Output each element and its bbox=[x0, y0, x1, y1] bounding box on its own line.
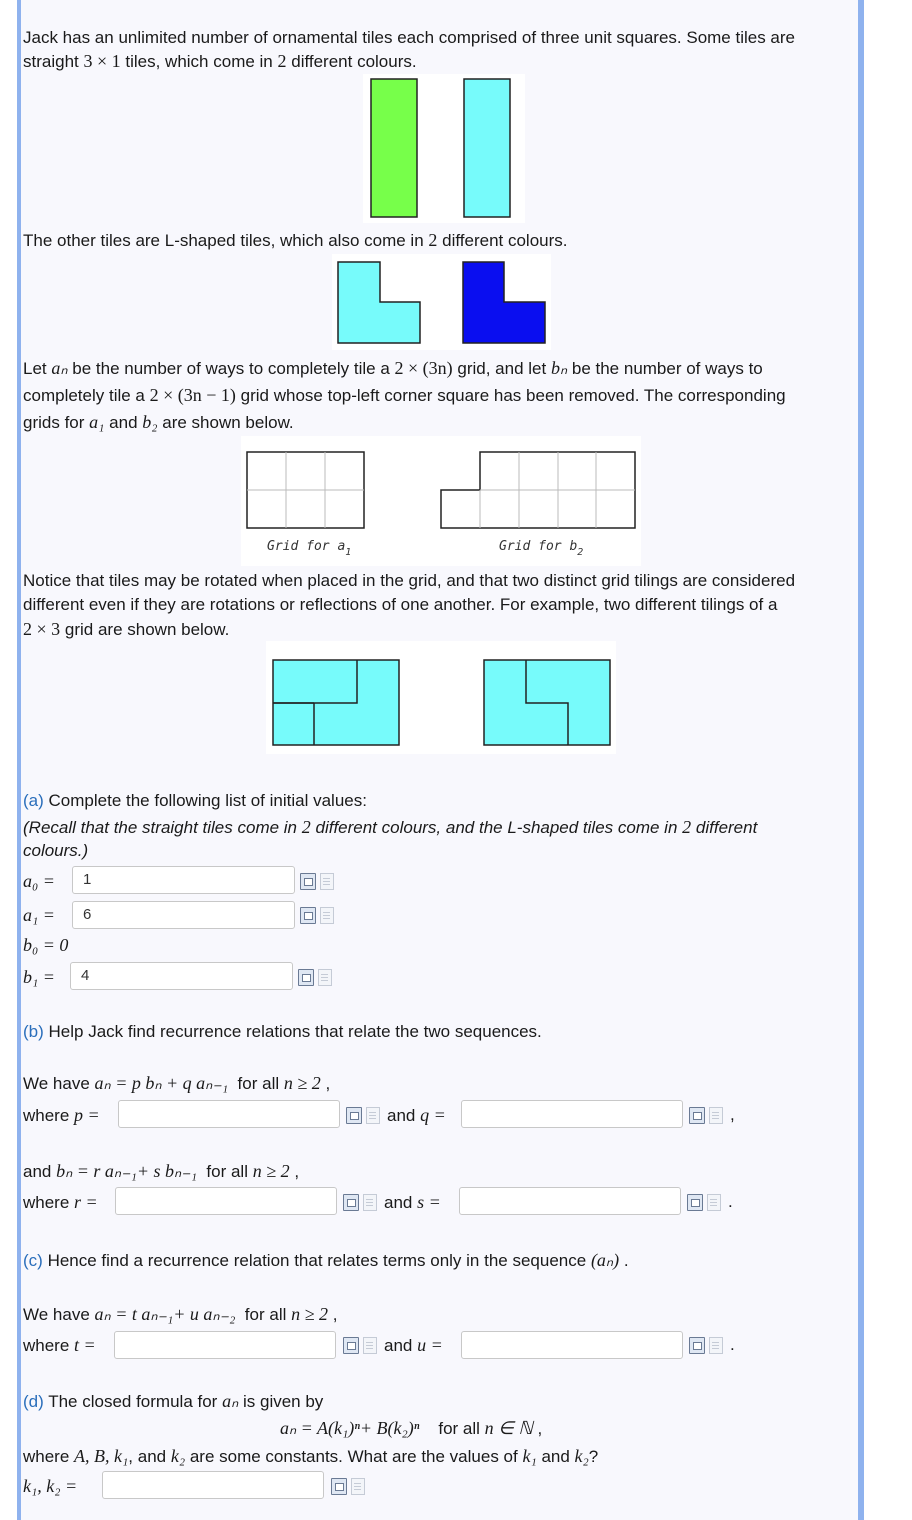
part-d-label: (d) bbox=[23, 1392, 44, 1411]
q-input[interactable] bbox=[461, 1100, 683, 1128]
grid-a1 bbox=[247, 452, 364, 528]
math-3x1: 3 × 1 bbox=[83, 51, 121, 71]
preview-icon[interactable] bbox=[687, 1194, 703, 1211]
answer-note-icon[interactable] bbox=[366, 1107, 380, 1124]
part-a-note-1: (Recall that the straight tiles come in 2 different colours, and the L-shaped tiles come in 2 different bbox=[23, 817, 758, 837]
t-label: where t = bbox=[23, 1335, 96, 1355]
l-tiles-figure bbox=[332, 254, 551, 350]
answer-note-icon[interactable] bbox=[351, 1478, 365, 1495]
part-c-prompt: (c) Hence find a recurrence relation that relates terms only in the sequence (aₙ) . bbox=[23, 1250, 629, 1270]
q-icons bbox=[689, 1107, 729, 1125]
a1-label: a₁ = bbox=[23, 905, 55, 925]
s-label: and s = bbox=[384, 1192, 441, 1212]
s-input[interactable] bbox=[459, 1187, 681, 1215]
k1-k2-input[interactable] bbox=[102, 1471, 324, 1499]
answer-note-icon[interactable] bbox=[363, 1194, 377, 1211]
part-d-constants: where A, B, k₁, and k₂ are some constants. What are the values of k₁ and k₂? bbox=[23, 1446, 599, 1466]
q-label: and q = bbox=[387, 1105, 446, 1125]
preview-icon[interactable] bbox=[346, 1107, 362, 1124]
preview-icon[interactable] bbox=[689, 1337, 705, 1354]
p-label: where p = bbox=[23, 1105, 100, 1125]
part-d-prompt: (d) The closed formula for aₙ is given by bbox=[23, 1391, 324, 1411]
straight-tiles-figure bbox=[363, 74, 525, 223]
define-line-2: completely tile a 2 × (3n − 1) grid whose top-left corner square has been removed. The corresponding bbox=[23, 385, 786, 405]
tiling-example-1 bbox=[273, 660, 399, 745]
k-icons bbox=[331, 1478, 371, 1496]
a0-icons bbox=[300, 873, 340, 891]
part-b-prompt: (b) Help Jack find recurrence relations that relate the two sequences. bbox=[23, 1022, 542, 1041]
define-line-1: Let aₙ be the number of ways to completely tile a 2 × (3n) grid, and let bₙ be the number of ways to bbox=[23, 358, 763, 378]
part-b-label: (b) bbox=[23, 1022, 44, 1041]
part-d-formula: aₙ = A(k₁)ⁿ+ B(k₂)ⁿ for all n ∈ ℕ , bbox=[280, 1418, 543, 1438]
caption-a1: Grid for $a_1$ bbox=[267, 539, 352, 558]
lshape-line: The other tiles are L-shaped tiles, which also come in 2 different colours. bbox=[23, 230, 568, 250]
q-comma: , bbox=[730, 1105, 735, 1124]
caption-b2: Grid for $b_2$ bbox=[499, 539, 584, 558]
b1-label: b₁ = bbox=[23, 967, 55, 987]
preview-icon[interactable] bbox=[300, 873, 316, 890]
straight-tile-green bbox=[371, 79, 417, 217]
preview-icon[interactable] bbox=[331, 1478, 347, 1495]
u-icons bbox=[689, 1337, 729, 1355]
r-icons bbox=[343, 1194, 383, 1212]
preview-icon[interactable] bbox=[343, 1337, 359, 1354]
define-line-3: grids for a₁ and b₂ are shown below. bbox=[23, 412, 294, 432]
answer-note-icon[interactable] bbox=[320, 873, 334, 890]
l-tile-cyan bbox=[338, 262, 420, 343]
answer-note-icon[interactable] bbox=[320, 907, 334, 924]
tiling-example-figure bbox=[266, 641, 616, 754]
tiling-example-2 bbox=[484, 660, 610, 745]
part-b-relation-1: We have aₙ = p bₙ + q aₙ₋₁ for all n ≥ 2 , bbox=[23, 1073, 331, 1093]
part-a-prompt: (a) Complete the following list of initial values: bbox=[23, 791, 367, 810]
r-label: where r = bbox=[23, 1192, 98, 1212]
part-a-label: (a) bbox=[23, 791, 44, 810]
u-period: . bbox=[730, 1335, 735, 1354]
grid-b2 bbox=[441, 452, 635, 528]
preview-icon[interactable] bbox=[343, 1194, 359, 1211]
part-c-relation: We have aₙ = t aₙ₋₁+ u aₙ₋₂ for all n ≥ 2 , bbox=[23, 1304, 338, 1324]
preview-icon[interactable] bbox=[300, 907, 316, 924]
part-a-note-2: colours.) bbox=[23, 841, 89, 860]
b0-value: b₀ = 0 bbox=[23, 935, 69, 955]
answer-note-icon[interactable] bbox=[707, 1194, 721, 1211]
p-icons bbox=[346, 1107, 386, 1125]
straight-tile-cyan bbox=[464, 79, 510, 217]
b1-icons bbox=[298, 969, 338, 987]
answer-note-icon[interactable] bbox=[318, 969, 332, 986]
k-label: k₁, k₂ = bbox=[23, 1476, 78, 1496]
s-icons bbox=[687, 1194, 727, 1212]
left-border bbox=[17, 0, 21, 1520]
r-input[interactable] bbox=[115, 1187, 337, 1215]
a0-input[interactable]: 1 bbox=[72, 866, 295, 894]
part-c-label: (c) bbox=[23, 1251, 43, 1270]
notice-line-3: 2 × 3 grid are shown below. bbox=[23, 619, 230, 639]
part-b-relation-2: and bₙ = r aₙ₋₁+ s bₙ₋₁ for all n ≥ 2 , bbox=[23, 1161, 300, 1181]
preview-icon[interactable] bbox=[298, 969, 314, 986]
a1-input[interactable]: 6 bbox=[72, 901, 295, 929]
a1-icons bbox=[300, 907, 340, 925]
b1-input[interactable]: 4 bbox=[70, 962, 293, 990]
intro-line-1: Jack has an unlimited number of ornamental tiles each comprised of three unit squares. Some tiles are bbox=[23, 28, 796, 47]
p-input[interactable] bbox=[118, 1100, 340, 1128]
answer-note-icon[interactable] bbox=[709, 1107, 723, 1124]
u-input[interactable] bbox=[461, 1331, 683, 1359]
t-input[interactable] bbox=[114, 1331, 336, 1359]
a0-label: a₀ = bbox=[23, 871, 55, 891]
preview-icon[interactable] bbox=[689, 1107, 705, 1124]
l-tile-blue bbox=[463, 262, 545, 343]
notice-line-2: different even if they are rotations or reflections of one another. For example, two different tilings of a bbox=[23, 595, 778, 614]
answer-note-icon[interactable] bbox=[363, 1337, 377, 1354]
intro-line-2: straight 3 × 1 tiles, which come in 2 different colours. bbox=[23, 51, 417, 71]
right-scrollbar[interactable] bbox=[858, 0, 864, 1520]
u-label: and u = bbox=[384, 1335, 443, 1355]
answer-note-icon[interactable] bbox=[709, 1337, 723, 1354]
notice-line-1: Notice that tiles may be rotated when placed in the grid, and that two distinct grid tilings are considered bbox=[23, 571, 796, 590]
s-period: . bbox=[728, 1192, 733, 1211]
t-icons bbox=[343, 1337, 383, 1355]
grid-figure bbox=[241, 436, 641, 566]
